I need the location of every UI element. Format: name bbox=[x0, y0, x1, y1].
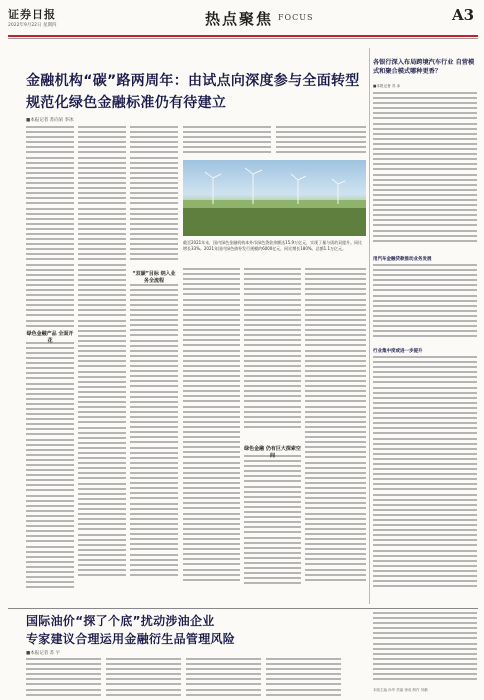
text-lines bbox=[373, 612, 477, 680]
sidebar-body-1 bbox=[373, 92, 477, 252]
section-title: 热点聚焦 bbox=[205, 10, 274, 28]
text-lines bbox=[373, 356, 477, 587]
lead-body-above-photo-right bbox=[276, 126, 366, 158]
text-lines bbox=[373, 92, 477, 242]
lead-body-column-2 bbox=[78, 126, 126, 598]
sidebar-body-3 bbox=[373, 356, 477, 602]
sidebar-headline: 各银行深入布局跨境汽车行业 自营模式和聚合模式哪种更香？ bbox=[373, 59, 475, 75]
lead-body-column-4 bbox=[183, 268, 240, 598]
column-divider bbox=[369, 48, 370, 604]
text-lines bbox=[26, 126, 74, 327]
sidebar-subhead-2: 行业集中度或进一步提升 bbox=[373, 349, 423, 354]
text-lines bbox=[106, 658, 181, 696]
text-lines bbox=[305, 268, 366, 581]
text-lines bbox=[26, 342, 74, 589]
lower-body-column-2 bbox=[106, 658, 181, 698]
lower-body-column-1 bbox=[26, 658, 101, 698]
lower-article-rule bbox=[8, 608, 478, 609]
text-lines bbox=[183, 126, 271, 153]
lead-title-line-1: 金融机构“碳”路两周年：由试点向深度参与全面转型 bbox=[26, 73, 360, 89]
text-lines bbox=[183, 268, 240, 581]
lower-headline-line-2: 专家建议合理运用金融衍生品管理风险 bbox=[26, 632, 236, 646]
page-header bbox=[0, 0, 484, 40]
lead-body-above-photo-left bbox=[183, 126, 271, 158]
wind-turbine-icon bbox=[183, 160, 366, 236]
text-lines bbox=[130, 126, 178, 260]
lead-body-column-1 bbox=[26, 126, 74, 598]
lead-body-column-3 bbox=[130, 126, 178, 598]
text-lines bbox=[130, 284, 178, 576]
text-lines bbox=[186, 658, 261, 696]
sidebar-subhead-1: 用汽车金融贷款推动业务发展 bbox=[373, 257, 432, 262]
lower-body-column-5 bbox=[373, 612, 477, 686]
lower-body-column-3 bbox=[186, 658, 261, 698]
text-lines bbox=[276, 126, 366, 153]
lead-subhead-2: “双碳”目标 纳入业务全流程 bbox=[132, 271, 176, 284]
lead-body-column-6 bbox=[305, 268, 366, 598]
lower-byline: ■本报记者 苏 宇 bbox=[26, 651, 61, 656]
section-english: FOCUS bbox=[278, 13, 314, 22]
lead-title-line-2: 规范化绿色金融标准仍有待建立 bbox=[26, 95, 227, 111]
lower-headline-line-1: 国际油价“探了个底”扰动涉油企业 bbox=[26, 614, 215, 628]
lead-body-column-5 bbox=[244, 268, 301, 598]
text-lines bbox=[266, 658, 341, 696]
text-lines bbox=[373, 264, 477, 337]
page-number: A3 bbox=[452, 6, 475, 24]
lead-subhead-3: 绿色金融 仍有巨大探索空间 bbox=[244, 446, 301, 459]
masthead: 证券日报 bbox=[8, 8, 56, 21]
text-lines bbox=[244, 268, 301, 428]
lower-body-column-4 bbox=[266, 658, 341, 698]
lead-byline: ■本报记者 苏向杲 李冰 bbox=[26, 118, 74, 123]
sidebar-body-2 bbox=[373, 264, 477, 344]
header-red-rule bbox=[8, 35, 478, 37]
text-lines bbox=[244, 455, 301, 584]
page-footer: 本版主编 孙华 责编 徐成 制作 刘鹏 bbox=[373, 688, 428, 692]
sidebar-byline: ■本报记者 苏 冰 bbox=[373, 84, 401, 88]
issue-date: 2022年9月22日 星期四 bbox=[8, 23, 57, 28]
text-lines bbox=[78, 126, 126, 576]
text-lines bbox=[26, 658, 101, 696]
lead-article-headline bbox=[26, 70, 366, 114]
wind-farm-photo bbox=[183, 160, 366, 236]
lead-subhead-1: 绿色金融产品 全面开花 bbox=[26, 331, 74, 344]
photo-caption: 截至2021年末，国内绿色金融机构本外币绿色贷款余额达15.9万亿元，实现了量与质的双提升。同比增长33%。2021年国内绿色债券发行规模约6000亿元，同比增长180%。总额1.1万亿元。 bbox=[183, 240, 363, 251]
header-thin-rule bbox=[8, 38, 478, 39]
